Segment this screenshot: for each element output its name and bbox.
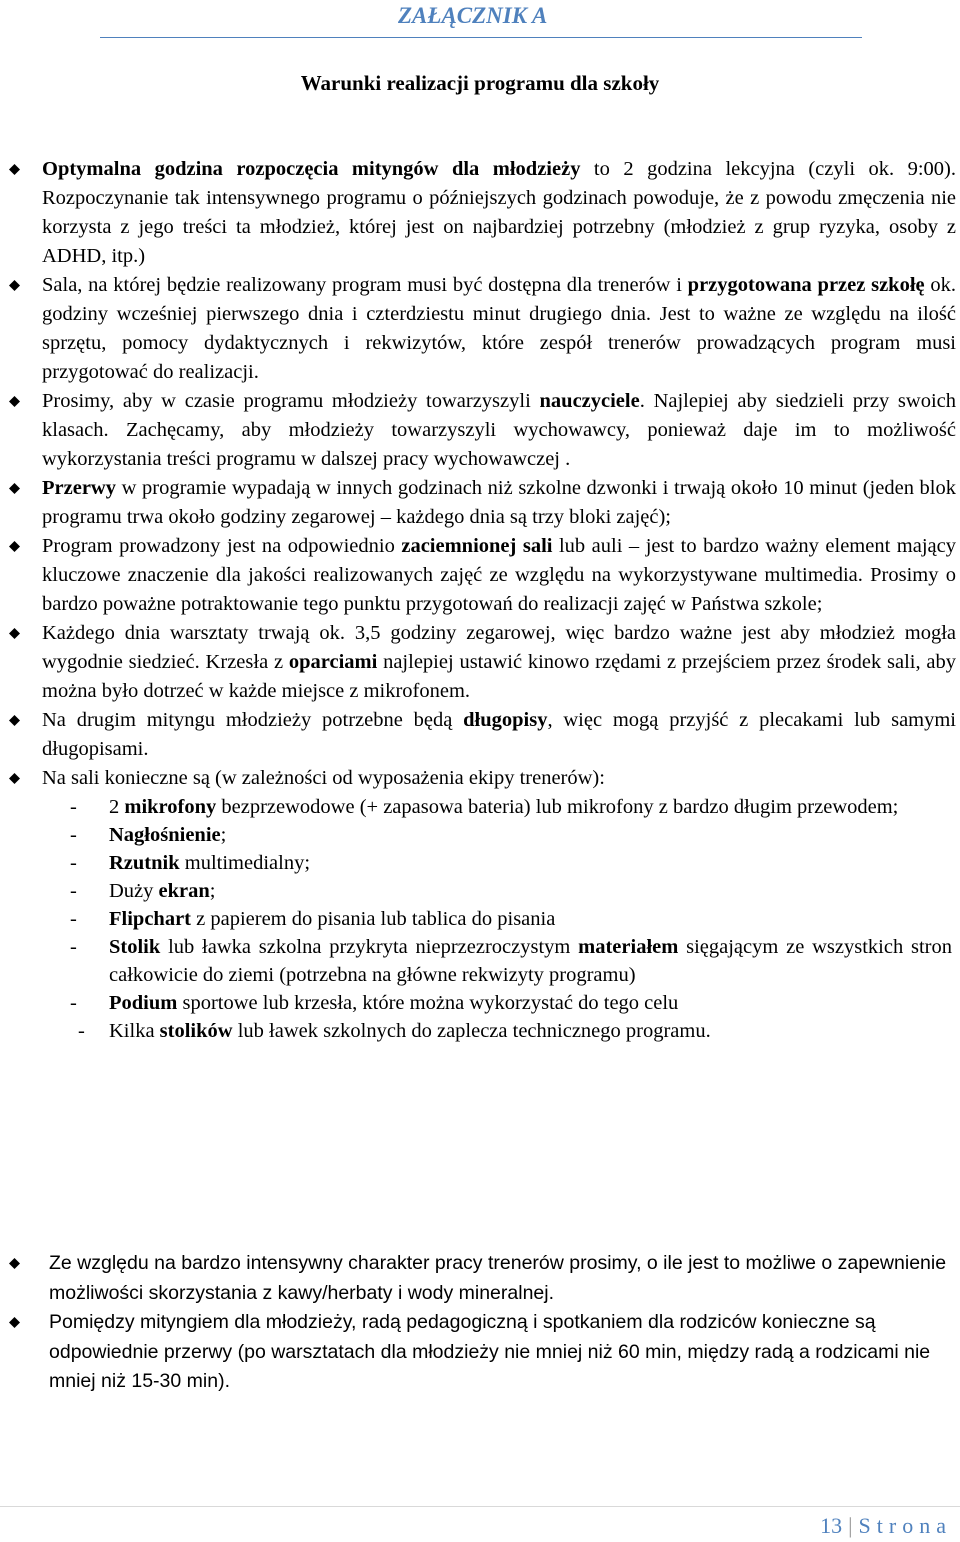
list-item	[0, 474, 960, 532]
footer-page-word: Strona	[858, 1513, 952, 1538]
equipment-bold-text: mikrofony	[124, 796, 217, 818]
diamond-bullet-icon	[9, 715, 20, 726]
diamond-bullet-icon	[9, 1317, 20, 1328]
equipment-text: Kilka	[109, 1020, 160, 1042]
dash-bullet: -	[70, 852, 77, 874]
equipment-text: ;	[209, 880, 216, 902]
equipment-text: lub ławek szkolnych do zaplecza technicznego programu.	[232, 1020, 711, 1042]
equipment-text: 2	[109, 796, 125, 818]
item-text: Na sali konieczne są (w zależności od wyposażenia ekipy trenerów):	[42, 767, 605, 789]
item-text: w programie wypadają w innych godzinach niż szkolne dzwonki i trwają około 10 minut (jeden blok programu trwa około godziny zegarowej – każdego dnia są trzy bloki zajęć);	[42, 477, 956, 528]
dash-bullet: -	[70, 824, 77, 846]
item-bold-text: zaciemnionej sali	[401, 535, 553, 557]
item-text: , więc mogą przyjść z plecakami lub samymi długopisami.	[42, 709, 957, 760]
item-text: ok. godziny wcześniej pierwszego dnia i czterdziestu minut drugiego dnia. Jest to ważne ze względu na ilość sprzętu, pomocy dydaktycznych i rekwizytów, które zespół trenerów prowadzących program musi przygotować do realizacji.	[42, 274, 957, 383]
item-text: Na drugim mityngu młodzieży potrzebne będą	[42, 709, 464, 731]
dash-bullet: -	[78, 1020, 85, 1042]
list-item	[0, 1308, 960, 1397]
equipment-bold-text: Flipchart	[109, 908, 191, 930]
equipment-item	[0, 933, 956, 989]
equipment-item	[0, 989, 956, 1017]
equipment-text: multimedialny;	[179, 852, 311, 874]
page-footer	[820, 1513, 952, 1539]
header-title: ZAŁĄCZNIK A	[398, 3, 548, 28]
diamond-bullet-icon	[9, 1258, 20, 1269]
footer-separator: |	[848, 1513, 853, 1538]
diamond-bullet-icon	[9, 396, 20, 407]
item-text: Pomiędzy mityngiem dla młodzieży, radą pedagogiczną i spotkaniem dla rodziców konieczne są odpowiednie przerwy (po warsztatach dla młodzieży nie mniej niż 60 min, między radą a rodzicami nie mniej niż 15-30 min).	[49, 1311, 931, 1392]
conditions-list	[0, 155, 960, 1045]
equipment-text: ;	[220, 824, 227, 846]
list-item	[0, 619, 960, 706]
item-text: lub auli – jest to bardzo ważny element mający kluczowe znaczenie dla jakości realizowanych zajęć ze względu na wykorzystywane multimedia. Prosimy o bardzo poważne potraktowanie tego punktu przygotowań do realizacji zajęć w Państwa szkole;	[42, 535, 956, 615]
equipment-text: Duży	[109, 880, 159, 902]
equipment-bold-text: Rzutnik	[109, 852, 180, 874]
page-number: 13	[820, 1513, 843, 1538]
item-text: Sala, na której będzie realizowany program musi być dostępna dla trenerów i	[42, 274, 688, 296]
equipment-item	[0, 849, 956, 877]
equipment-bold-text: Nagłośnienie	[109, 824, 221, 846]
equipment-text: z papierem do pisania lub tablica do pisania	[191, 908, 556, 930]
equipment-bold-text: Stolik	[109, 936, 161, 958]
footer-rule	[0, 1506, 960, 1507]
dash-bullet: -	[70, 880, 77, 902]
list-item	[0, 706, 960, 764]
equipment-text: sportowe lub krzesła, które można wykorzystać do tego celu	[177, 992, 679, 1014]
equipment-bold-text: ekran	[158, 880, 210, 902]
diamond-bullet-icon	[9, 483, 20, 494]
list-item	[0, 387, 960, 474]
item-bold-text: Optymalna godzina rozpoczęcia mityngów dla młodzieży	[42, 158, 581, 180]
list-item	[0, 764, 960, 1045]
item-text: . Najlepiej aby siedzieli przy swoich klasach. Zachęcamy, aby młodzieży towarzyszyli wychowawcy, ponieważ daje im to możliwość wykorzystania treści programu w dalszej pracy wychowawczej .	[42, 390, 957, 470]
diamond-bullet-icon	[9, 773, 20, 784]
item-bold-text: Przerwy	[42, 477, 116, 499]
dash-bullet: -	[70, 796, 77, 818]
list-item	[0, 1249, 960, 1308]
closing-list	[0, 1249, 960, 1397]
dash-bullet: -	[70, 908, 77, 930]
equipment-list	[0, 793, 956, 1045]
item-bold-text: przygotowana przez szkołę	[687, 274, 925, 296]
equipment-item	[0, 905, 956, 933]
item-text: Każdego dnia warsztaty trwają ok. 3,5 godziny zegarowej, więc bardzo ważne jest aby młodzież mogła wygodnie siedzieć. Krzesła z	[42, 622, 956, 673]
equipment-item	[0, 793, 956, 821]
list-item	[0, 271, 960, 387]
item-text: najlepiej ustawić kinowo rzędami z przejściem przez środek sali, aby można było dotrzeć w każde miejsce z mikrofonem.	[42, 651, 956, 702]
list-item	[0, 532, 960, 619]
dash-bullet: -	[70, 936, 77, 958]
item-text: Program prowadzony jest na odpowiednio	[42, 535, 402, 557]
item-text: to 2 godzina lekcyjna (czyli ok. 9:00). Rozpoczynanie tak intensywnego programu o późniejszych godzinach powoduje, że z powodu zmęczenia nie korzysta z jego treści ta młodzież, której jest on najbardziej potrzebny (młodzież z grup ryzyka, osoby z ADHD, itp.)	[42, 158, 956, 267]
equipment-bold-text: Podium	[109, 992, 178, 1014]
item-bold-text: długopisy	[463, 709, 548, 731]
equipment-text: lub ławka szkolna przykryta nieprzezroczystym	[160, 936, 579, 958]
dash-bullet: -	[70, 992, 77, 1014]
equipment-bold-text: materiałem	[578, 936, 679, 958]
diamond-bullet-icon	[9, 280, 20, 291]
equipment-text: sięgającym ze wszystkich stron całkowicie do ziemi (potrzebna na główne rekwizyty programu)	[109, 936, 952, 986]
item-text: Prosimy, aby w czasie programu młodzieży towarzyszyli	[42, 390, 540, 412]
equipment-item	[0, 877, 956, 905]
diamond-bullet-icon	[9, 164, 20, 175]
equipment-item	[0, 821, 956, 849]
diamond-bullet-icon	[9, 541, 20, 552]
diamond-bullet-icon	[9, 628, 20, 639]
item-bold-text: oparciami	[288, 651, 378, 673]
equipment-item	[0, 1017, 956, 1045]
item-bold-text: nauczyciele	[539, 390, 640, 412]
page-title: Warunki realizacji programu dla szkoły	[300, 71, 660, 95]
header-rule	[100, 37, 862, 38]
equipment-bold-text: stolików	[159, 1020, 233, 1042]
page-header	[0, 0, 960, 40]
item-text: Ze względu na bardzo intensywny charakter pracy trenerów prosimy, o ile jest to możliwe o zapewnienie możliwości skorzystania z kawy/herbaty i wody mineralnej.	[49, 1252, 947, 1304]
list-item	[0, 155, 960, 271]
equipment-text: bezprzewodowe (+ zapasowa bateria) lub mikrofony z bardzo długim przewodem;	[216, 796, 899, 818]
